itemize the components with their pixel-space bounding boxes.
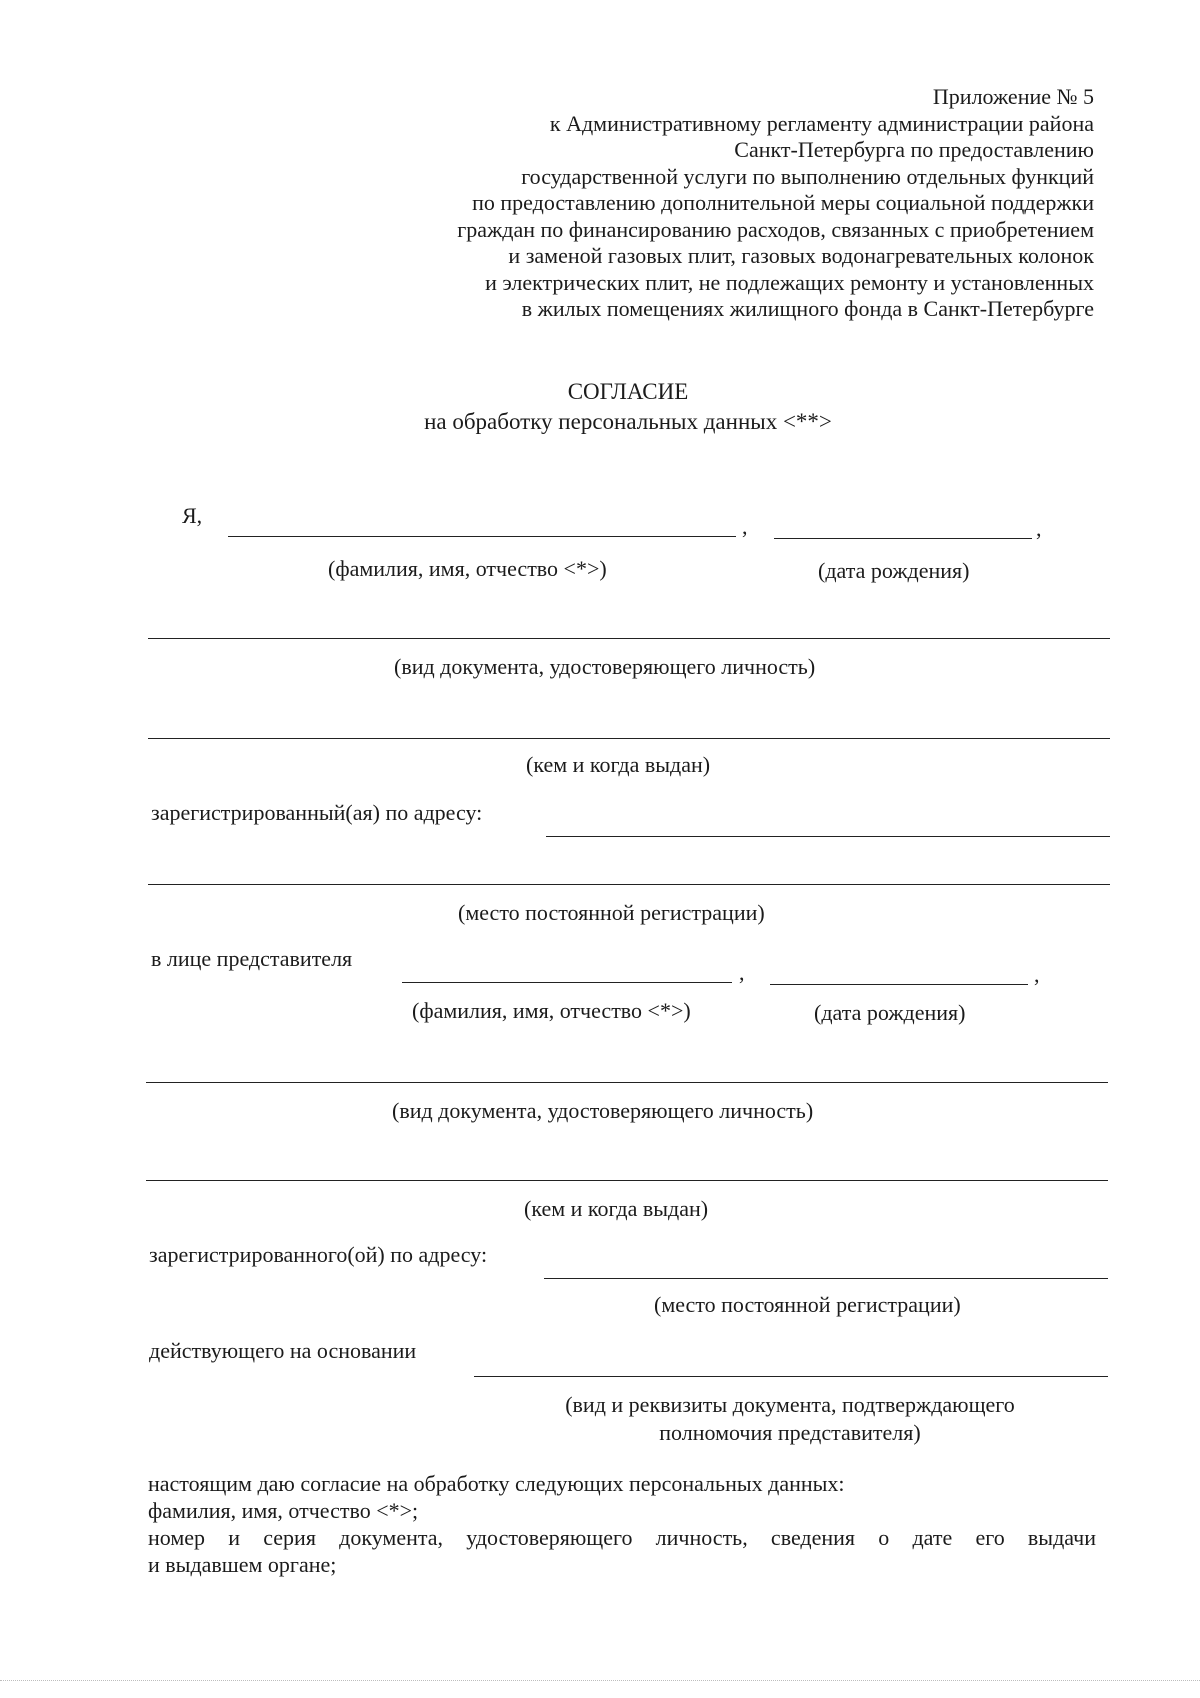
- rep-registered-address-field[interactable]: [544, 1278, 1108, 1279]
- appendix-line: Приложение № 5: [932, 84, 1094, 109]
- comma: ,: [1036, 516, 1042, 541]
- registered-address-field[interactable]: [546, 836, 1110, 837]
- comma: ,: [1034, 962, 1040, 987]
- basis-document-field[interactable]: [474, 1376, 1108, 1377]
- appendix-line: в жилых помещениях жилищного фонда в Санкт-Петербурге: [521, 296, 1094, 321]
- rep-registered-label: зарегистрированного(ой) по адресу:: [149, 1242, 488, 1267]
- rep-identity-document-caption: (вид документа, удостоверяющего личность): [392, 1098, 814, 1123]
- appendix-header: [457, 84, 1094, 323]
- consent-item-document-cont: и выдавшем органе;: [148, 1552, 337, 1577]
- comma: ,: [739, 960, 745, 985]
- appendix-line: по предоставлению дополнительной меры социальной поддержки: [472, 190, 1094, 215]
- appendix-line: и заменой газовых плит, газовых водонагревательных колонок: [508, 243, 1094, 268]
- registered-label: зарегистрированный(ая) по адресу:: [151, 800, 483, 825]
- i-label: Я,: [182, 503, 203, 528]
- fio-field[interactable]: [228, 536, 736, 537]
- document-subtitle: на обработку персональных данных <**>: [424, 409, 832, 434]
- identity-document-field[interactable]: [148, 638, 1110, 639]
- rep-issued-by-field[interactable]: [146, 1180, 1108, 1181]
- registered-address-field-2[interactable]: [148, 884, 1110, 885]
- document-title: СОГЛАСИЕ: [567, 379, 689, 404]
- comma: ,: [742, 514, 748, 539]
- rep-birth-caption: (дата рождения): [814, 1000, 966, 1025]
- appendix-line: к Административному регламенту администрации района: [549, 110, 1094, 136]
- representative-label: в лице представителя: [151, 946, 353, 971]
- birth-date-field[interactable]: [774, 538, 1032, 539]
- basis-caption-line1: (вид и реквизиты документа, подтверждающего: [565, 1392, 1015, 1417]
- issued-by-field[interactable]: [148, 738, 1110, 739]
- scan-edge-divider: [0, 1680, 1200, 1681]
- appendix-line: и электрических плит, не подлежащих ремонту и установленных: [485, 269, 1094, 295]
- consent-text: [148, 1470, 1096, 1578]
- registration-caption: (место постоянной регистрации): [458, 900, 765, 925]
- basis-caption-line2: полномочия представителя): [659, 1420, 921, 1445]
- appendix-line: Санкт-Петербурга по предоставлению: [734, 137, 1094, 162]
- rep-registration-caption: (место постоянной регистрации): [654, 1292, 961, 1317]
- rep-issued-by-caption: (кем и когда выдан): [524, 1196, 709, 1221]
- rep-fio-field[interactable]: [402, 982, 732, 983]
- rep-birth-date-field[interactable]: [770, 984, 1028, 985]
- rep-identity-document-field[interactable]: [146, 1082, 1108, 1083]
- consent-item-document: номер и серия документа, удостоверяющего личность, сведения о дате его выдачи: [148, 1525, 1096, 1550]
- rep-fio-caption: (фамилия, имя, отчество <*>): [412, 998, 691, 1023]
- consent-intro: настоящим даю согласие на обработку следующих персональных данных:: [148, 1471, 845, 1496]
- fio-caption: (фамилия, имя, отчество <*>): [328, 556, 607, 581]
- basis-label: действующего на основании: [149, 1338, 417, 1363]
- birth-caption: (дата рождения): [818, 558, 970, 583]
- identity-document-caption: (вид документа, удостоверяющего личность): [394, 654, 816, 679]
- issued-by-caption: (кем и когда выдан): [526, 752, 711, 777]
- appendix-line: государственной услуги по выполнению отдельных функций: [521, 163, 1094, 189]
- consent-item-fio: фамилия, имя, отчество <*>;: [148, 1498, 419, 1523]
- appendix-line: граждан по финансированию расходов, связанных с приобретением: [457, 216, 1094, 242]
